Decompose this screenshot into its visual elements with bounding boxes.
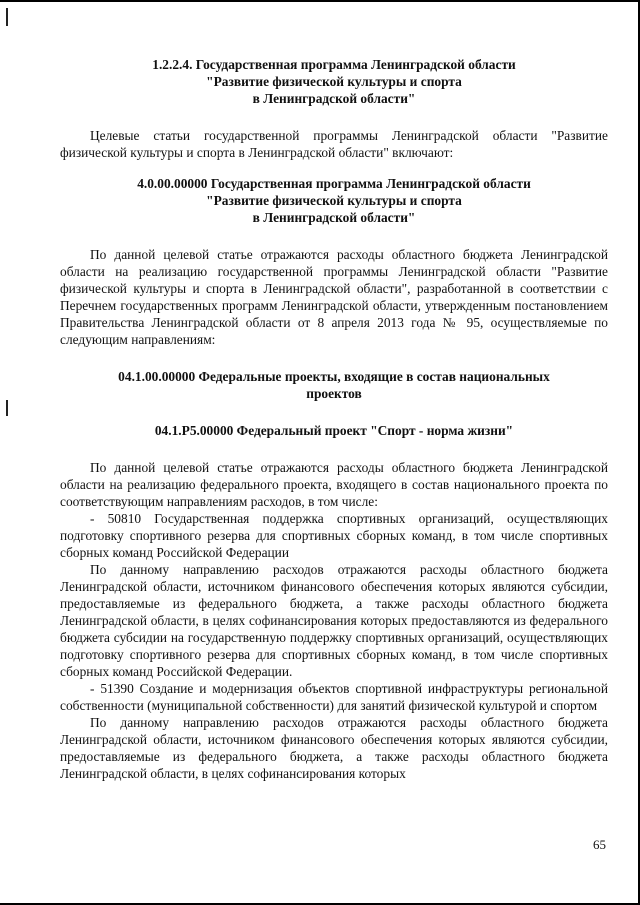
project-paragraph: По данной целевой статье отражаются расходы областного бюджета Ленинградской области на реализацию федерального проекта, входящего в состав национального проекта по соответствующим направлениям расходов, в том числе: <box>60 460 608 509</box>
section-heading <box>60 56 608 107</box>
program-paragraph: По данной целевой статье отражаются расходы областного бюджета Ленинградской области на реализацию государственной программы Ленинградской области "Развитие физической культуры и спорта в Ленинградской области", разработанной в соответствии с Перечнем государственных программ Ленинградской области, утвержденным постановлением Правительства Ленинградской области от 8 апреля 2013 года № 95, осуществляемые по следующим направлениям: <box>60 247 608 347</box>
intro-paragraph: Целевые статьи государственной программы Ленинградской области "Развитие физической культуры и спорта в Ленинградской области" включают: <box>60 128 608 160</box>
federal-heading-line: проектов <box>306 386 362 401</box>
program-heading-line: "Развитие физической культуры и спорта <box>206 193 462 208</box>
page-number: 65 <box>593 837 606 852</box>
program-heading <box>60 175 608 226</box>
program-heading-line: 4.0.00.00000 Государственная программа Ленинградской области <box>137 176 531 191</box>
federal-heading <box>60 368 608 402</box>
section-heading-line: "Развитие физической культуры и спорта <box>206 74 462 89</box>
section-heading-line: 1.2.2.4. Государственная программа Ленинградской области <box>152 57 516 72</box>
project-heading: 04.1.P5.00000 Федеральный проект "Спорт - норма жизни" <box>154 423 514 438</box>
scan-margin-mark <box>6 400 8 416</box>
scan-border-top <box>0 0 640 2</box>
program-heading-line: в Ленинградской области" <box>252 210 416 225</box>
list-item-51390: - 51390 Создание и модернизация объектов спортивной инфраструктуры региональной собственности (муниципальной собственности) для занятий физической культурой и спортом <box>60 681 608 713</box>
section-heading-line: в Ленинградской области" <box>252 91 416 106</box>
scan-margin-mark <box>6 8 8 26</box>
list-item-50810: - 50810 Государственная поддержка спортивных организаций, осуществляющих подготовку спортивного резерва для спортивных сборных команд, в том числе спортивных сборных команд Российской Федерации <box>60 511 608 560</box>
federal-heading-line: 04.1.00.00000 Федеральные проекты, входящие в состав национальных <box>118 369 550 384</box>
document-body <box>60 56 608 782</box>
list-item-51390-description: По данному направлению расходов отражаются расходы областного бюджета Ленинградской области, источником финансового обеспечения которых являются субсидии, предоставляемые из федерального бюджета, а также расходы областного бюджета Ленинградской области, в целях софинансирования которых <box>60 715 608 781</box>
list-item-50810-description: По данному направлению расходов отражаются расходы областного бюджета Ленинградской области, источником финансового обеспечения которых являются субсидии, предоставляемые из федерального бюджета, а также расходы областного бюджета Ленинградской области, в целях софинансирования которых предоставляются из федерального бюджета субсидии на государственную поддержку спортивных организаций, осуществляющих подготовку спортивного резерва для спортивных сборных команд, в том числе спортивных сборных команд Российской Федерации. <box>60 562 608 679</box>
